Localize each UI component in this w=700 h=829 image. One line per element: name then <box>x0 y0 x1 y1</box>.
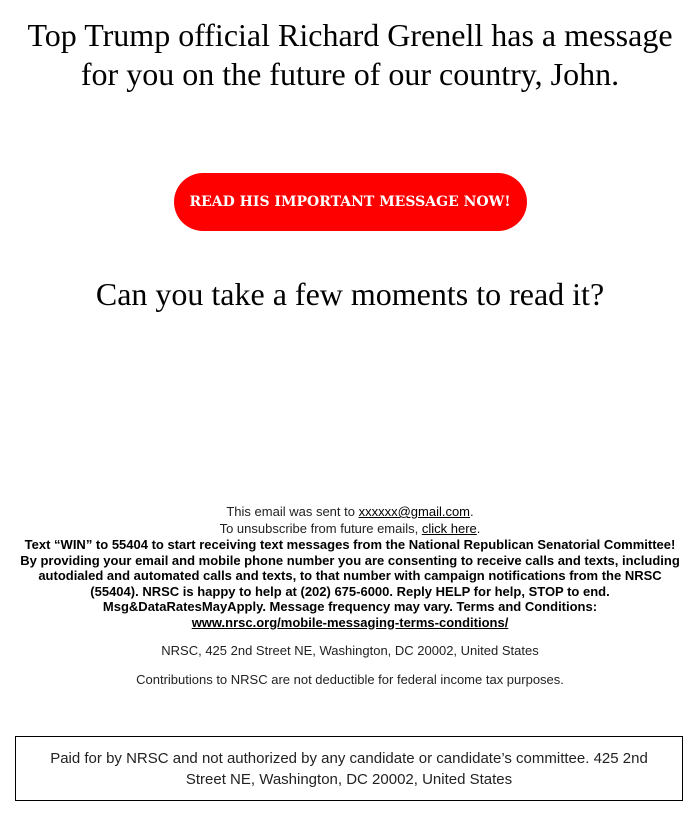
unsubscribe-line <box>18 520 682 537</box>
unsubscribe-prefix: To unsubscribe from future emails, <box>219 521 422 536</box>
email-footer <box>18 503 682 688</box>
mailing-address: NRSC, 425 2nd Street NE, Washington, DC 20002, United States <box>161 643 539 658</box>
sent-to-suffix: . <box>470 504 474 519</box>
tax-disclaimer: Contributions to NRSC are not deductible for federal income tax purposes. <box>136 672 564 687</box>
headline: Top Trump official Richard Grenell has a message for you on the future of our country, John. <box>27 17 673 92</box>
sent-to-prefix: This email was sent to <box>226 504 359 519</box>
sms-disclaimer <box>18 537 682 630</box>
paid-for-disclaimer-box: Paid for by NRSC and not authorized by any candidate or candidate’s committee. 425 2nd Street NE, Washington, DC 20002, United States <box>15 736 683 801</box>
unsubscribe-suffix: . <box>476 521 481 536</box>
unsubscribe-link[interactable]: click here <box>421 521 477 536</box>
subheadline: Can you take a few moments to read it? <box>95 276 605 312</box>
sent-to-line <box>18 503 682 520</box>
read-message-button[interactable]: READ HIS IMPORTANT MESSAGE NOW! <box>174 173 527 231</box>
sms-disclaimer-text: Text “WIN” to 55404 to start receiving text messages from the National Republican Senatorial Committee! By providing your email and mobile phone number you are consenting to receive calls and texts, including autodialed and automated calls and texts, to that number with campaign notifications from the NRSC (55404). NRSC is happy to help at (202) 675-6000. Reply HELP for help, STOP to end. Msg&DataRatesMayApply. Message frequency may vary. Terms and Conditions: <box>20 537 680 614</box>
cta-container <box>0 173 700 231</box>
terms-conditions-link[interactable]: www.nrsc.org/mobile-messaging-terms-conditions/ <box>191 614 509 630</box>
recipient-email-link[interactable]: xxxxxx@gmail.com <box>358 504 471 519</box>
